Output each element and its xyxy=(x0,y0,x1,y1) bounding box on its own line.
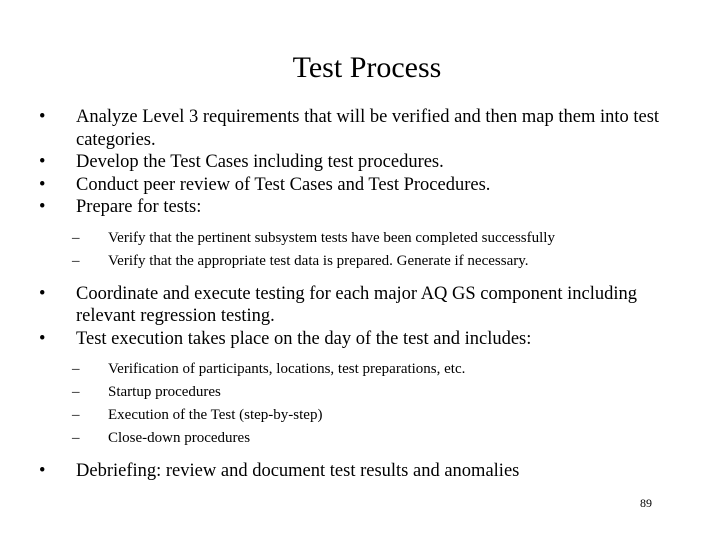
bullet-text: Analyze Level 3 requirements that will be verified and then map them into test categories. xyxy=(76,107,660,150)
sub-bullet-item xyxy=(72,227,697,250)
bullet-mark: • xyxy=(39,174,46,195)
bullet-item xyxy=(37,174,697,197)
sub-bullet-text: Verification of participants, locations, test preparations, etc. xyxy=(108,361,466,377)
bullet-mark: • xyxy=(39,328,46,349)
bullet-mark: • xyxy=(39,461,46,481)
sub-bullet-text: Execution of the Test (step-by-step) xyxy=(108,407,323,423)
bullet-mark: • xyxy=(39,197,46,217)
bullet-item xyxy=(37,196,697,219)
sub-bullet-item xyxy=(72,358,697,381)
sub-bullet-text: Verify that the pertinent subsystem tests have been completed successfully xyxy=(108,229,555,246)
sub-bullet-text: Startup procedures xyxy=(108,384,221,400)
slide-title: Test Process xyxy=(292,51,442,84)
sub-bullet-item xyxy=(72,381,697,404)
bullet-mark: • xyxy=(39,283,46,304)
bullet-item xyxy=(37,106,697,151)
bullet-text: Coordinate and execute testing for each major AQ GS component including relevant regression testing. xyxy=(76,283,638,326)
sub-bullet-mark: – xyxy=(72,407,80,423)
bullet-text: Conduct peer review of Test Cases and Test Procedures. xyxy=(76,174,491,195)
sub-bullet-text: Verify that the appropriate test data is prepared. Generate if necessary. xyxy=(108,252,529,269)
bullet-text: Prepare for tests: xyxy=(76,197,202,217)
sub-bullet-mark: – xyxy=(72,384,80,400)
bullet-item xyxy=(37,460,697,483)
sub-bullet-text: Close-down procedures xyxy=(108,430,251,446)
bullet-mark: • xyxy=(39,152,46,172)
bullet-text: Develop the Test Cases including test procedures. xyxy=(76,152,444,172)
sub-bullet-mark: – xyxy=(72,430,80,446)
bullet-text: Test execution takes place on the day of the test and includes: xyxy=(76,328,532,349)
bullet-list xyxy=(37,106,697,483)
sub-bullet-mark: – xyxy=(72,229,80,246)
bullet-mark: • xyxy=(39,107,46,127)
sub-bullet-item xyxy=(72,250,697,273)
bullet-item xyxy=(37,283,697,328)
bullet-text: Debriefing: review and document test results and anomalies xyxy=(76,461,520,481)
sub-bullet-mark: – xyxy=(72,361,80,377)
sub-bullet-mark: – xyxy=(72,252,80,269)
bullet-item xyxy=(37,151,697,174)
sub-bullet-item xyxy=(72,427,697,450)
bullet-item xyxy=(37,328,697,351)
sub-bullet-item xyxy=(72,404,697,427)
page-number: 89 xyxy=(640,496,652,510)
